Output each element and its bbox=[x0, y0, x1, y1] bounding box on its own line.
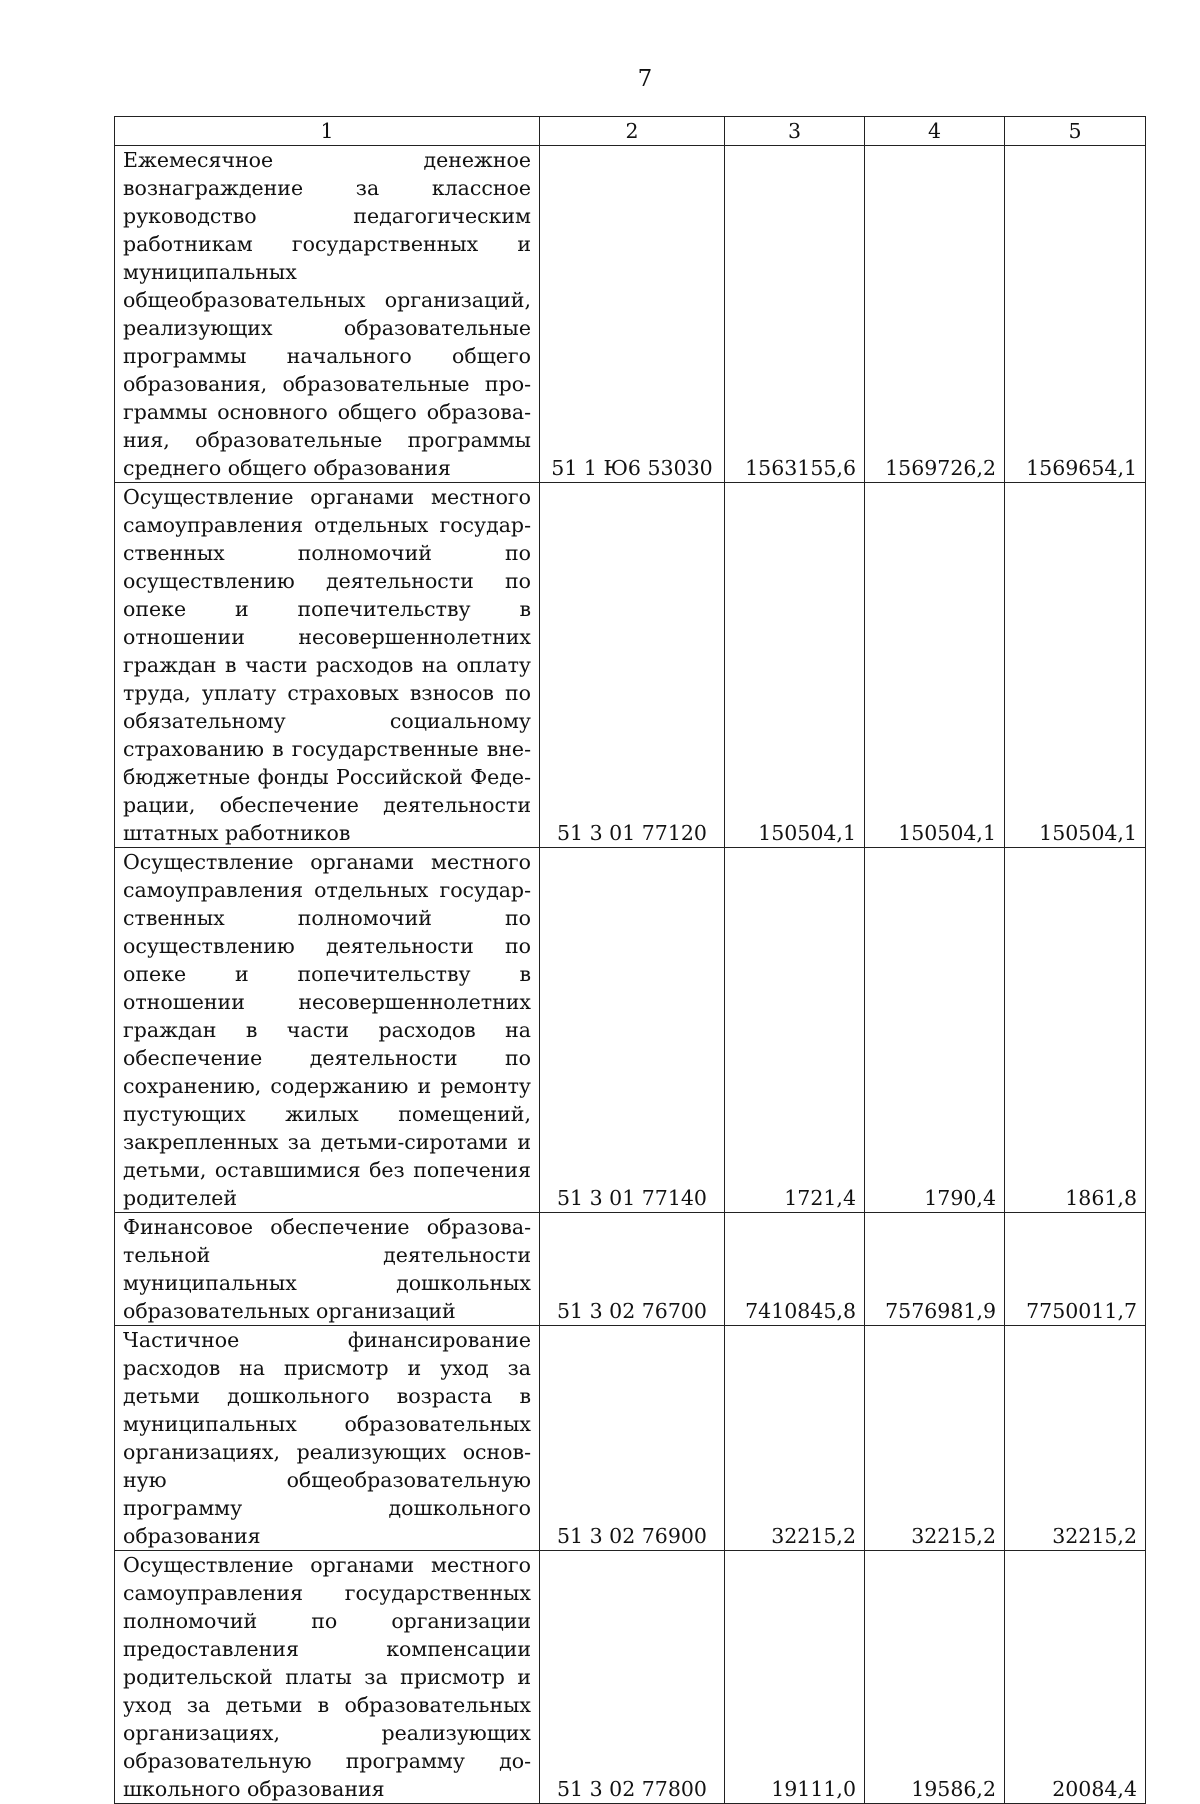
table-row bbox=[115, 483, 1146, 848]
row-value-col5: 150504,1 bbox=[1005, 483, 1146, 848]
row-value-col4: 150504,1 bbox=[865, 483, 1005, 848]
row-value-col5: 20084,4 bbox=[1005, 1551, 1146, 1804]
budget-table bbox=[114, 116, 1146, 1804]
row-code: 51 3 01 77120 bbox=[540, 483, 725, 848]
column-header-1: 1 bbox=[115, 117, 540, 146]
column-header-3: 3 bbox=[725, 117, 865, 146]
table-header-row bbox=[115, 117, 1146, 146]
row-description: Осуществление органами местного самоуправления отдельных государственных полномочий по осуществлению деятельности по опеке и попечительству в отношении несовершеннолетних граждан в части расходов на обеспечение деятельности по сохранению, содержанию и ремонту пустующих жилых помещений, закрепленных за детьми-сиротами и детьми, оставшимися без попечения родителей bbox=[115, 848, 540, 1213]
row-code: 51 3 02 76900 bbox=[540, 1326, 725, 1551]
table-row bbox=[115, 146, 1146, 483]
row-value-col5: 32215,2 bbox=[1005, 1326, 1146, 1551]
table-row bbox=[115, 848, 1146, 1213]
row-value-col3: 1563155,6 bbox=[725, 146, 865, 483]
row-description: Осуществление органами местного самоуправления отдельных государственных полномочий по осуществлению деятельности по опеке и попечительству в отношении несовершеннолетних граждан в части расходов на оплату труда, уплату страховых взносов по обязательному социальному страхованию в государственные внебюджетные фонды Российской Федерации, обеспечение деятельности штатных работников bbox=[115, 483, 540, 848]
column-header-5: 5 bbox=[1005, 117, 1146, 146]
table-row bbox=[115, 1213, 1146, 1326]
row-value-col4: 1790,4 bbox=[865, 848, 1005, 1213]
row-value-col3: 19111,0 bbox=[725, 1551, 865, 1804]
page-number: 7 bbox=[637, 66, 653, 92]
row-value-col4: 32215,2 bbox=[865, 1326, 1005, 1551]
row-description: Осуществление органами местного самоуправления государственных полномочий по организации предоставления компенсации родительской платы за присмотр и уход за детьми в образовательных организациях, реализующих образовательную программу дошкольного образования bbox=[115, 1551, 540, 1804]
row-description: Частичное финансирование расходов на присмотр и уход за детьми дошкольного возраста в муниципальных образовательных организациях, реализующих основную общеобразовательную программу дошкольного образования bbox=[115, 1326, 540, 1551]
row-code: 51 3 01 77140 bbox=[540, 848, 725, 1213]
row-value-col5: 7750011,7 bbox=[1005, 1213, 1146, 1326]
table-row bbox=[115, 1326, 1146, 1551]
row-value-col4: 1569726,2 bbox=[865, 146, 1005, 483]
row-code: 51 3 02 77800 bbox=[540, 1551, 725, 1804]
row-value-col5: 1569654,1 bbox=[1005, 146, 1146, 483]
row-value-col4: 19586,2 bbox=[865, 1551, 1005, 1804]
table-row bbox=[115, 1551, 1146, 1804]
row-code: 51 1 Ю6 53030 bbox=[540, 146, 725, 483]
row-code: 51 3 02 76700 bbox=[540, 1213, 725, 1326]
column-header-4: 4 bbox=[865, 117, 1005, 146]
row-value-col4: 7576981,9 bbox=[865, 1213, 1005, 1326]
row-value-col3: 1721,4 bbox=[725, 848, 865, 1213]
row-description: Финансовое обеспечение образовательной деятельности муниципальных дошкольных образовательных организаций bbox=[115, 1213, 540, 1326]
column-header-2: 2 bbox=[540, 117, 725, 146]
row-description: Ежемесячное денежное вознаграждение за классное руководство педагогическим работникам государственных и муниципальных общеобразовательных организаций, реализующих образовательные программы начального общего образования, образовательные программы основного общего образования, образовательные программы среднего общего образования bbox=[115, 146, 540, 483]
row-value-col3: 32215,2 bbox=[725, 1326, 865, 1551]
row-value-col3: 7410845,8 bbox=[725, 1213, 865, 1326]
row-value-col3: 150504,1 bbox=[725, 483, 865, 848]
row-value-col5: 1861,8 bbox=[1005, 848, 1146, 1213]
